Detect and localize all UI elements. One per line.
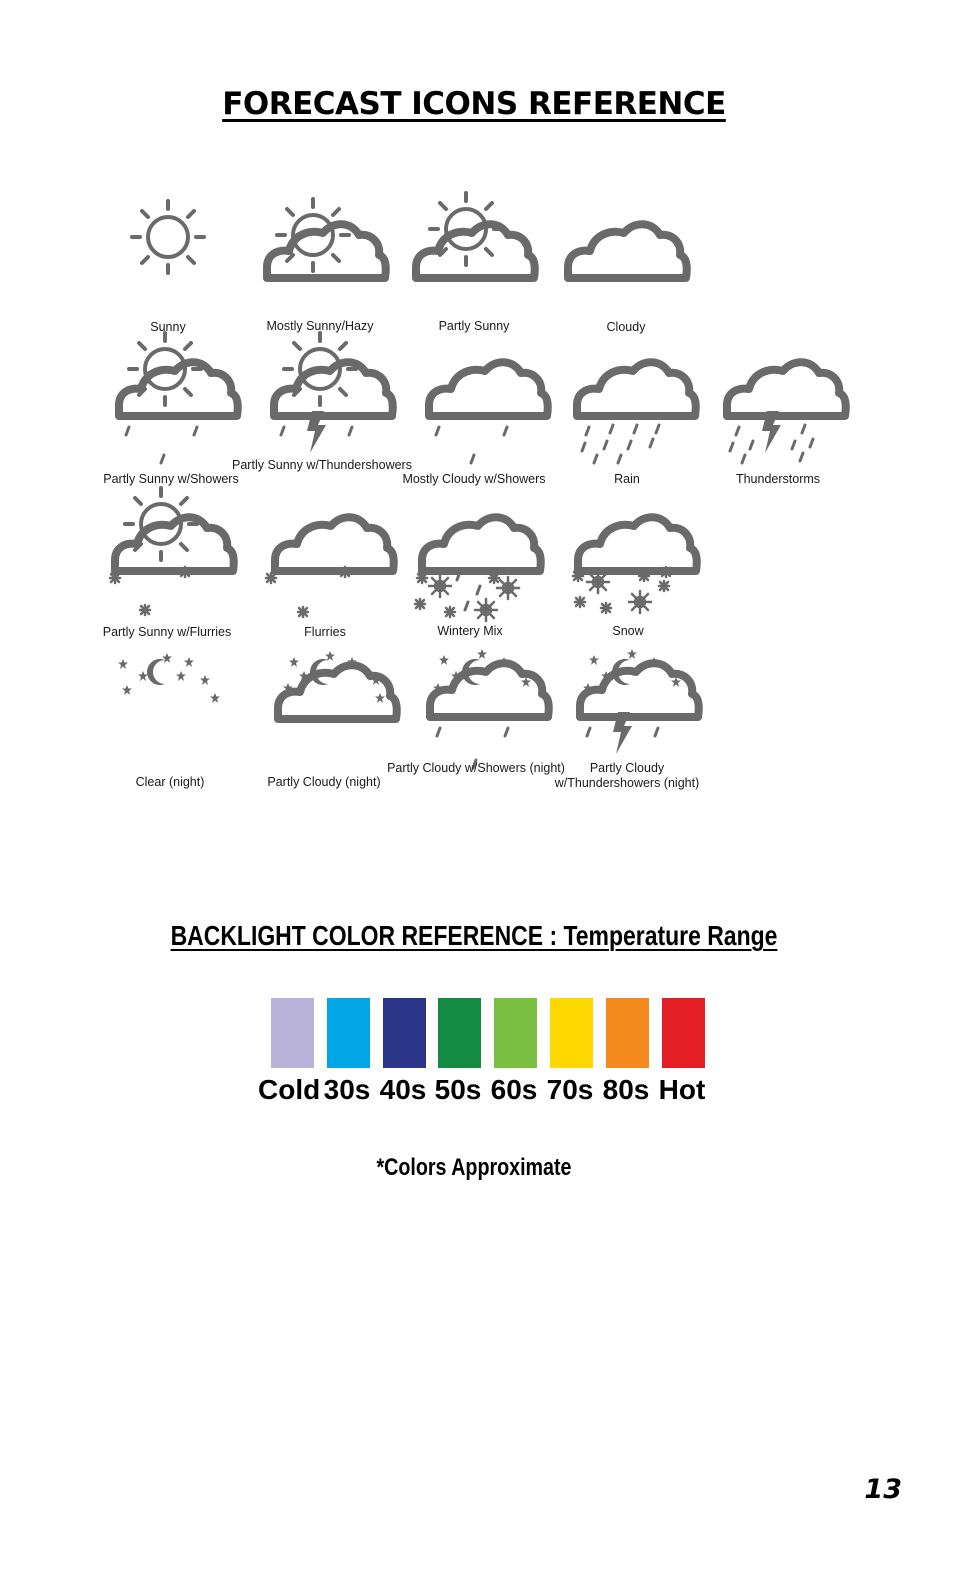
color-swatch-80s <box>606 998 649 1068</box>
temperature-label: 30s <box>323 1074 371 1105</box>
icon-label: Partly Sunny <box>438 319 510 333</box>
icon-label: Wintery Mix <box>437 624 503 638</box>
snow-icon <box>566 490 696 620</box>
icon-label: Partly Cloudy (night) <box>267 775 381 789</box>
partly-sunny-icon <box>404 185 534 315</box>
partly-cloudy-night-icon <box>266 640 396 770</box>
backlight-title: BACKLIGHT COLOR REFERENCE : Temperature Range <box>170 920 778 951</box>
temperature-label: 80s <box>602 1074 650 1105</box>
wintery-mix-icon <box>410 490 540 620</box>
temperature-label: Hot <box>658 1074 706 1105</box>
icon-label: Partly Sunny w/Thundershowers <box>232 458 412 472</box>
partly-sunny-showers-icon <box>107 335 237 465</box>
clear-night-icon <box>105 640 235 770</box>
page-title: FORECAST ICONS REFERENCE <box>222 86 726 122</box>
temperature-label: 60s <box>490 1074 538 1105</box>
partly-sunny-thundershowers-icon <box>262 335 392 465</box>
temperature-label: 70s <box>546 1074 594 1105</box>
temperature-label: 50s <box>434 1074 482 1105</box>
icon-label: Partly Cloudy w/Thundershowers (night) <box>554 761 700 790</box>
temperature-label: Cold <box>258 1074 321 1105</box>
mostly-sunny-hazy-icon <box>255 185 385 315</box>
icon-label: Clear (night) <box>135 775 205 789</box>
icon-label: Partly Cloudy w/Showers (night) <box>387 761 565 775</box>
mostly-cloudy-showers-icon <box>417 335 547 465</box>
color-swatch-60s <box>494 998 537 1068</box>
rain-icon <box>565 335 695 465</box>
colors-note: *Colors Approximate <box>376 1154 572 1181</box>
thunderstorms-icon <box>715 335 845 465</box>
partly-cloudy-showers-night-icon <box>418 640 548 770</box>
temperature-label: 40s <box>379 1074 427 1105</box>
icon-label: Mostly Sunny/Hazy <box>266 319 374 333</box>
icon-label: Thunderstorms <box>735 472 821 486</box>
color-swatch-40s <box>383 998 426 1068</box>
icon-label: Partly Sunny w/Showers <box>103 472 239 486</box>
icon-label: Cloudy <box>606 320 646 334</box>
icon-label: Snow <box>612 624 644 638</box>
icon-label: Partly Sunny w/Flurries <box>102 625 232 639</box>
color-swatch-cold <box>271 998 314 1068</box>
icon-label: Mostly Cloudy w/Showers <box>402 472 546 486</box>
sunny-icon <box>100 185 230 315</box>
icon-label: Flurries <box>304 625 346 639</box>
color-swatch-50s <box>438 998 481 1068</box>
color-swatch-70s <box>550 998 593 1068</box>
page-number: 13 <box>864 1474 902 1505</box>
flurries-icon <box>263 490 393 620</box>
cloudy-icon <box>556 185 686 315</box>
color-swatch-hot <box>662 998 705 1068</box>
partly-sunny-flurries-icon <box>103 490 233 620</box>
icon-label: Rain <box>614 472 640 486</box>
partly-cloudy-thundershowers-night-icon <box>568 640 698 770</box>
icon-label: Sunny <box>150 320 186 334</box>
color-swatch-30s <box>327 998 370 1068</box>
